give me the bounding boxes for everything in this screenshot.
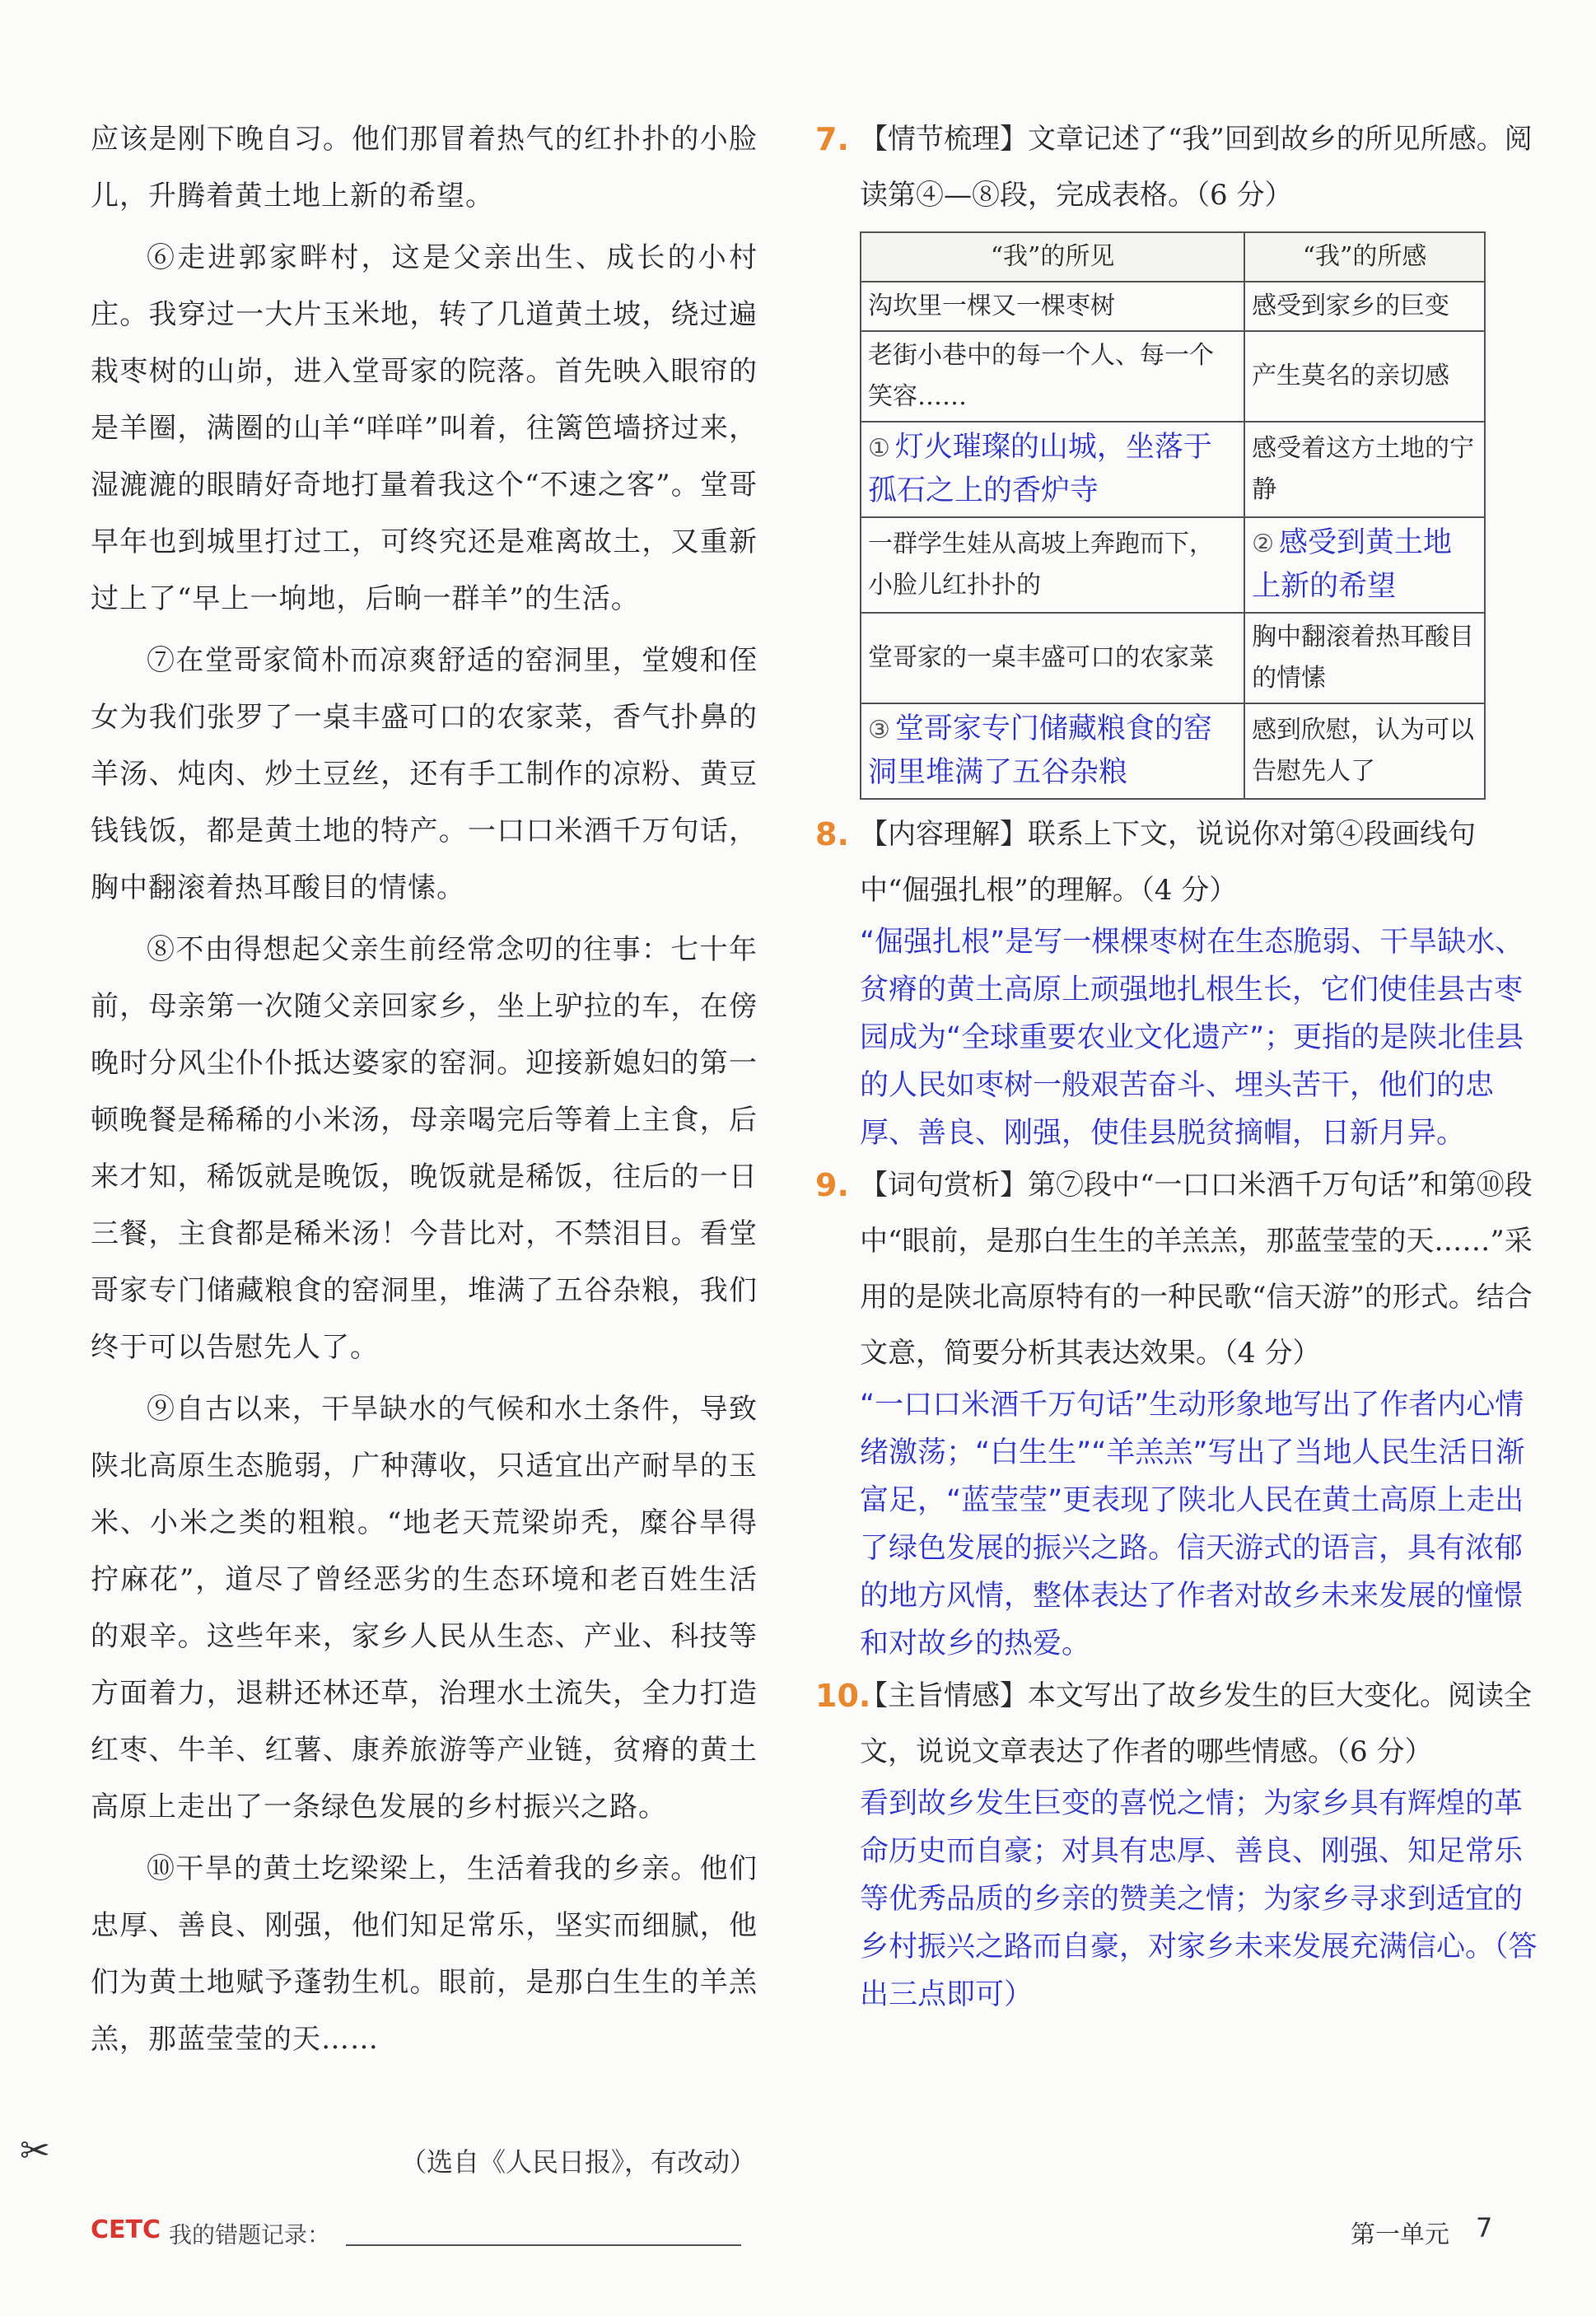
table-header: “我”的所见 xyxy=(861,232,1244,282)
table-cell: 感到欣慰，认为可以告慰先人了 xyxy=(1244,703,1485,799)
handwritten-answer: 灯火璀璨的山城，坐落于孤石之上的香炉寺 xyxy=(868,431,1212,507)
table-cell: 一群学生娃从高坡上奔跑而下，小脸儿红扑扑的 xyxy=(861,517,1244,613)
table-cell: 感受着这方土地的宁静 xyxy=(1244,422,1485,517)
paragraph: 应该是刚下晚自习。他们那冒着热气的红扑扑的小脸儿，升腾着黄土地上新的希望。 xyxy=(91,123,758,212)
paragraph: ⑦在堂哥家简朴而凉爽舒适的窑洞里，堂嫂和侄女为我们张罗了一桌丰盛可口的农家菜，香气扑鼻的羊汤、炖肉、炒土豆丝，还有手工制作的凉粉、黄豆钱钱饭，都是黄土地的特产。一口口米酒千万句话，胸中翻滚着热耳酸目的情愫。 xyxy=(91,644,758,904)
table-cell xyxy=(861,422,1244,517)
question-text: 【词句赏析】第⑦段中“一口口米酒千万句话”和第⑩段中“眼前，是那白生生的羊羔羔，那蓝莹莹的天……”采用的是陕北高原特有的一种民歌“信天游”的形式。结合文意，简要分析其表达效果。（4 分） xyxy=(860,1169,1533,1370)
table-row xyxy=(861,703,1485,799)
table-cell: 堂哥家的一桌丰盛可口的农家菜 xyxy=(861,613,1244,703)
blank-number: ② xyxy=(1252,530,1274,558)
paragraph: ⑩干旱的黄土圪梁梁上，生活着我的乡亲。他们忠厚、善良、刚强，他们知足常乐，坚实而细腻，他们为黄土地赋予蓬勃生机。眼前，是那白生生的羊羔羔，那蓝莹莹的天…… xyxy=(91,1852,758,2056)
scissors-icon: ✂ xyxy=(20,2130,50,2172)
article-text xyxy=(91,111,758,2073)
table-cell: 沟坎里一棵又一棵枣树 xyxy=(861,282,1244,331)
paragraph: ⑥走进郭家畔村，这是父亲出生、成长的小村庄。我穿过一大片玉米地，转了几道黄土坡，绕过遍栽枣树的山峁，进入堂哥家的院落。首先映入眼帘的是羊圈，满圈的山羊“咩咩”叫着，往篱笆墙挤过来，湿漉漉的眼睛好奇地打量着我这个“不速之客”。堂哥早年也到城里打过工，可终究还是难离故土，又重新过上了“早上一垧地，后晌一群羊”的生活。 xyxy=(91,241,758,615)
source-note: （选自《人民日报》，有改动） xyxy=(399,2146,756,2178)
table-cell: 胸中翻滚着热耳酸目的情愫 xyxy=(1244,613,1485,703)
question-9 xyxy=(815,1157,1540,1668)
table-cell xyxy=(1244,517,1485,613)
question-10 xyxy=(815,1668,1540,2019)
questions xyxy=(815,111,1540,2019)
table-row xyxy=(861,517,1485,613)
table-row xyxy=(861,422,1485,517)
answer-table xyxy=(860,231,1486,800)
paragraph: ⑧不由得想起父亲生前经常念叨的往事：七十年前，母亲第一次随父亲回家乡，坐上驴拉的车，在傍晚时分风尘仆仆抵达婆家的窑洞。迎接新媳妇的第一顿晚餐是稀稀的小米汤，母亲喝完后等着上主食，后来才知，稀饭就是晚饭，晚饭就是稀饭，往后的一日三餐，主食都是稀米汤！今昔比对，不禁泪目。看堂哥家专门储藏粮食的窑洞里，堆满了五谷杂粮，我们终于可以告慰先人了。 xyxy=(91,933,758,1364)
publisher-logo: CETC xyxy=(91,2216,161,2244)
unit-label: 第一单元 xyxy=(1351,2220,1449,2249)
error-log-line xyxy=(346,2244,741,2246)
question-8 xyxy=(815,806,1540,1157)
blank-number: ① xyxy=(868,434,890,463)
handwritten-answer: “一口口米酒千万句话”生动形象地写出了作者内心情绪激荡；“白生生”“羊羔羔”写出了当地人民生活日渐富足，“蓝莹莹”更表现了陕北人民在黄土高原上走出了绿色发展的振兴之路。信天游式的语言，具有浓郁的地方风情，整体表达了作者对故乡未来发展的憧憬和对故乡的热爱。 xyxy=(860,1389,1525,1660)
question-number: 10. xyxy=(815,1678,871,1714)
handwritten-answer: 感受到黄土地上新的希望 xyxy=(1252,526,1452,603)
question-text: 【情节梳理】文章记述了“我”回到故乡的所见所感。阅读第④—⑧段，完成表格。（6 分） xyxy=(860,123,1533,212)
table-row xyxy=(861,613,1485,703)
question-number: 9. xyxy=(815,1167,849,1203)
handwritten-answer: 看到故乡发生巨变的喜悦之情；为家乡具有辉煌的革命历史而自豪；对具有忠厚、善良、刚强、知足常乐等优秀品质的乡亲的赞美之情；为家乡寻求到适宜的乡村振兴之路而自豪，对家乡未来发展充满信心。（答出三点即可） xyxy=(860,1787,1538,2011)
error-log-label: 我的错题记录： xyxy=(169,2221,331,2248)
table-cell: 感受到家乡的巨变 xyxy=(1244,282,1485,331)
table-row xyxy=(861,331,1485,422)
table-cell: 产生莫名的亲切感 xyxy=(1244,331,1485,422)
table-header: “我”的所感 xyxy=(1244,232,1485,282)
question-text: 【内容理解】联系上下文，说说你对第④段画线句中“倔强扎根”的理解。（4 分） xyxy=(860,818,1476,907)
question-number: 7. xyxy=(815,121,849,157)
question-number: 8. xyxy=(815,816,849,852)
handwritten-answer: “倔强扎根”是写一棵棵枣树在生态脆弱、干旱缺水、贫瘠的黄土高原上顽强地扎根生长，它们使佳县古枣园成为“全球重要农业文化遗产”；更指的是陕北佳县的人民如枣树一般艰苦奋斗、埋头苦干，他们的忠厚、善良、刚强，使佳县脱贫摘帽，日新月异。 xyxy=(860,926,1524,1150)
question-7 xyxy=(815,111,1540,223)
handwritten-answer: 堂哥家专门储藏粮食的窑洞里堆满了五谷杂粮 xyxy=(868,712,1212,789)
paragraph: ⑨自古以来，干旱缺水的气候和水土条件，导致陕北高原生态脆弱，广种薄收，只适宜出产耐旱的玉米、小米之类的粗粮。“地老天荒梁峁秃，糜谷旱得拧麻花”，道尽了曾经恶劣的生态环境和老百姓生活的艰辛。这些年来，家乡人民从生态、产业、科技等方面着力，退耕还林还草，治理水土流失，全力打造红枣、牛羊、红薯、康养旅游等产业链，贫瘠的黄土高原上走出了一条绿色发展的乡村振兴之路。 xyxy=(91,1393,758,1823)
page-number: 7 xyxy=(1476,2212,1493,2244)
table-cell: 老街小巷中的每一个人、每一个笑容…… xyxy=(861,331,1244,422)
question-text: 【主旨情感】本文写出了故乡发生的巨大变化。阅读全文，说说文章表达了作者的哪些情感。（6 分） xyxy=(860,1679,1532,1768)
blank-number: ③ xyxy=(868,716,890,745)
table-row xyxy=(861,282,1485,331)
table-cell xyxy=(861,703,1244,799)
